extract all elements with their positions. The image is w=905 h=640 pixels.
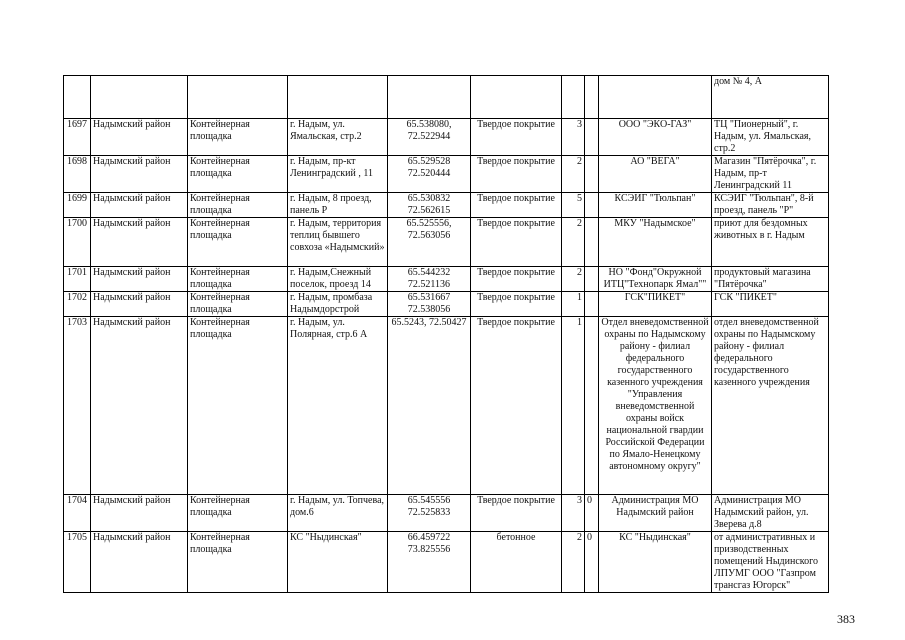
waste-source-cell: продуктовый магазина "Пятёрочка" (712, 267, 829, 292)
continuation-row (64, 76, 829, 119)
extra-count-cell: 0 (585, 495, 599, 532)
site-type-cell: Контейнерная площадка (188, 119, 288, 156)
operator-cell: ГСК"ПИКЕТ" (599, 292, 712, 317)
operator-cell: ООО "ЭКО-ГАЗ" (599, 119, 712, 156)
container-count-cell: 1 (562, 292, 585, 317)
site-type-cell: Контейнерная площадка (188, 193, 288, 218)
coordinates-cell: 65.529528 72.520444 (388, 156, 471, 193)
site-type-cell: Контейнерная площадка (188, 267, 288, 292)
table-row (64, 267, 829, 292)
extra-count-cell (585, 119, 599, 156)
table-row (64, 495, 829, 532)
site-type-cell: Контейнерная площадка (188, 218, 288, 267)
container-count-cell: 5 (562, 193, 585, 218)
coordinates-cell: 66.459722 73.825556 (388, 532, 471, 593)
site-type-cell: Контейнерная площадка (188, 292, 288, 317)
row-number: 1700 (64, 218, 91, 267)
table-row (64, 317, 829, 495)
district-cell: Надымский район (91, 292, 188, 317)
row-number: 1704 (64, 495, 91, 532)
table-row (64, 218, 829, 267)
continuation-owner: дом № 4, А (712, 76, 829, 119)
address-cell: г. Надым, пр-кт Ленинградский , 11 (288, 156, 388, 193)
extra-count-cell (585, 317, 599, 495)
district-cell: Надымский район (91, 495, 188, 532)
surface-cell: Твердое покрытие (471, 119, 562, 156)
table-row (64, 156, 829, 193)
waste-source-cell: ТЦ "Пионерный", г. Надым, ул. Ямальская, стр.2 (712, 119, 829, 156)
coordinates-cell: 65.545556 72.525833 (388, 495, 471, 532)
district-cell: Надымский район (91, 156, 188, 193)
waste-source-cell: Администрация МО Надымский район, ул. Зверева д.8 (712, 495, 829, 532)
operator-cell: Отдел вневедомственной охраны по Надымскому району - филиал федерального государственного казенного учреждения "Управления вневедомственной охраны войск национальной гвардии Российской Федерации по Ямало-Ненецкому автономному округу" (599, 317, 712, 495)
address-cell: КС "Ныдинская" (288, 532, 388, 593)
coordinates-cell: 65.538080, 72.522944 (388, 119, 471, 156)
table-row (64, 119, 829, 156)
waste-source-cell: от административных и призводственных помещений Ныдинского ЛПУМГ ООО "Газпром трансгаз Югорск" (712, 532, 829, 593)
container-count-cell: 3 (562, 495, 585, 532)
extra-count-cell (585, 292, 599, 317)
district-cell: Надымский район (91, 119, 188, 156)
waste-source-cell: отдел вневедомственной охраны по Надымскому району - филиал федерального государственного казенного учреждения (712, 317, 829, 495)
surface-cell: Твердое покрытие (471, 292, 562, 317)
row-number: 1705 (64, 532, 91, 593)
row-number: 1702 (64, 292, 91, 317)
waste-source-cell: ГСК "ПИКЕТ" (712, 292, 829, 317)
row-number: 1703 (64, 317, 91, 495)
district-cell: Надымский район (91, 532, 188, 593)
district-cell: Надымский район (91, 317, 188, 495)
row-number: 1701 (64, 267, 91, 292)
site-type-cell: Контейнерная площадка (188, 495, 288, 532)
extra-count-cell (585, 218, 599, 267)
coordinates-cell: 65.525556, 72.563056 (388, 218, 471, 267)
table-row (64, 193, 829, 218)
coordinates-cell: 65.5243, 72.50427 (388, 317, 471, 495)
address-cell: г. Надым, промбаза Надымдорстрой (288, 292, 388, 317)
container-count-cell: 2 (562, 267, 585, 292)
district-cell: Надымский район (91, 267, 188, 292)
extra-count-cell (585, 156, 599, 193)
waste-source-cell: Магазин "Пятёрочка", г. Надым, пр-т Ленинградский 11 (712, 156, 829, 193)
surface-cell: Твердое покрытие (471, 156, 562, 193)
operator-cell: НО "Фонд"Окружной ИТЦ"Технопарк Ямал"" (599, 267, 712, 292)
container-count-cell: 2 (562, 532, 585, 593)
row-number: 1697 (64, 119, 91, 156)
operator-cell: АО "ВЕГА" (599, 156, 712, 193)
waste-source-cell: приют для бездомных животных в г. Надым (712, 218, 829, 267)
address-cell: г. Надым, ул. Полярная, стр.6 А (288, 317, 388, 495)
waste-source-cell: КСЭИГ "Тюльпан", 8-й проезд, панель "Р" (712, 193, 829, 218)
extra-count-cell: 0 (585, 532, 599, 593)
district-cell: Надымский район (91, 193, 188, 218)
operator-cell: Администрация МО Надымский район (599, 495, 712, 532)
address-cell: г. Надым,Снежный поселок, проезд 14 (288, 267, 388, 292)
surface-cell: бетонное (471, 532, 562, 593)
address-cell: г. Надым, ул. Топчева, дом.6 (288, 495, 388, 532)
operator-cell: КС "Ныдинская" (599, 532, 712, 593)
extra-count-cell (585, 267, 599, 292)
page-number: 383 (837, 612, 855, 626)
address-cell: г. Надым, ул. Ямальская, стр.2 (288, 119, 388, 156)
extra-count-cell (585, 193, 599, 218)
row-number: 1698 (64, 156, 91, 193)
site-type-cell: Контейнерная площадка (188, 317, 288, 495)
container-count-cell: 1 (562, 317, 585, 495)
operator-cell: МКУ "Надымское" (599, 218, 712, 267)
coordinates-cell: 65.544232 72.521136 (388, 267, 471, 292)
coordinates-cell: 65.530832 72.562615 (388, 193, 471, 218)
site-type-cell: Контейнерная площадка (188, 156, 288, 193)
surface-cell: Твердое покрытие (471, 317, 562, 495)
register-table (63, 75, 829, 593)
site-type-cell: Контейнерная площадка (188, 532, 288, 593)
surface-cell: Твердое покрытие (471, 267, 562, 292)
surface-cell: Твердое покрытие (471, 193, 562, 218)
address-cell: г. Надым, 8 проезд, панель Р (288, 193, 388, 218)
container-count-cell: 2 (562, 218, 585, 267)
table-row (64, 292, 829, 317)
coordinates-cell: 65.531667 72.538056 (388, 292, 471, 317)
operator-cell: КСЭИГ "Тюльпан" (599, 193, 712, 218)
row-number: 1699 (64, 193, 91, 218)
address-cell: г. Надым, территория теплиц бывшего совхоза «Надымский» (288, 218, 388, 267)
surface-cell: Твердое покрытие (471, 218, 562, 267)
district-cell: Надымский район (91, 218, 188, 267)
container-count-cell: 2 (562, 156, 585, 193)
surface-cell: Твердое покрытие (471, 495, 562, 532)
container-count-cell: 3 (562, 119, 585, 156)
table-row (64, 532, 829, 593)
